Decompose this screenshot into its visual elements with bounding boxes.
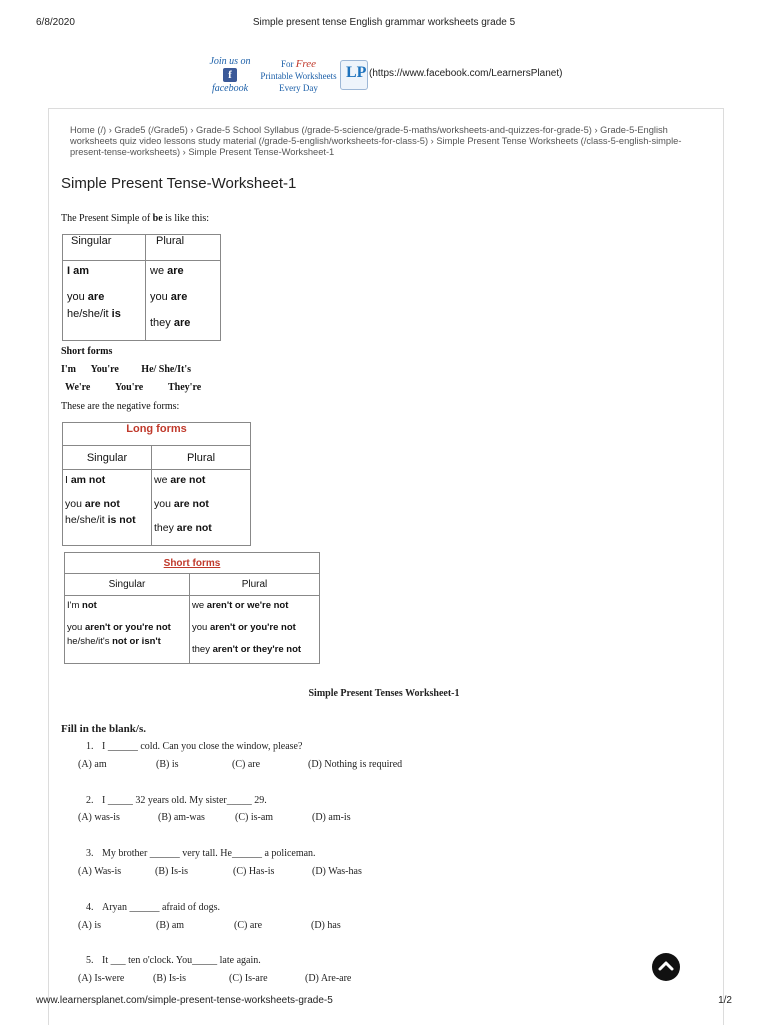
- singular-cell: [65, 596, 190, 664]
- singular-cell: [63, 470, 152, 546]
- facebook-text: facebook: [211, 83, 249, 94]
- singular-row-1: I'm not: [67, 600, 97, 611]
- option-d: (D) Nothing is required: [308, 759, 403, 770]
- option-d: (D) Are-are: [305, 973, 352, 984]
- singular-row-3: he/she/it is not: [65, 514, 136, 526]
- chevron-up-icon: [656, 957, 676, 977]
- option-d: (D) has: [311, 920, 341, 931]
- option-d: (D) Was-has: [312, 866, 362, 877]
- worksheet-title: Simple Present Tenses Worksheet-1: [308, 688, 460, 699]
- singular-row-2: you aren't or you're not: [67, 622, 171, 633]
- option-a: (A) Was-is: [78, 866, 122, 877]
- footer-url: www.learnersplanet.com/simple-present-tense-worksheets-grade-5: [36, 995, 333, 1006]
- option-c: (C) Is-are: [229, 973, 268, 984]
- option-a: (A) is: [78, 920, 102, 931]
- print-title: Simple present tense English grammar worksheets grade 5: [252, 17, 516, 28]
- short-forms-table: [64, 552, 320, 664]
- plural-row-2: you aren't or you're not: [192, 622, 296, 633]
- header-singular: Singular: [63, 446, 152, 470]
- fill-heading: Fill in the blank/s.: [61, 723, 146, 735]
- option-c: (C) is-am: [235, 812, 274, 823]
- free-worksheets-text: For Free Printable Worksheets Every Day: [260, 58, 337, 93]
- plural-row-1: we are: [150, 265, 184, 277]
- singular-row-2: you are: [67, 291, 105, 303]
- question-3: 3. My brother ______ very tall. He______ a policeman.: [86, 848, 316, 859]
- intro-text: The Present Simple of be is like this:: [61, 213, 210, 224]
- option-c: (C) Has-is: [233, 866, 275, 877]
- page-number: 1/2: [718, 995, 732, 1006]
- short-forms-row-2: We're You're They're: [65, 382, 202, 393]
- question-1: 1. I ______ cold. Can you close the window, please?: [86, 741, 303, 752]
- singular-row-3: he/she/it's not or isn't: [67, 636, 161, 647]
- plural-row-2: you are not: [154, 498, 209, 510]
- facebook-icon[interactable]: f: [223, 68, 237, 82]
- singular-row-1: I am not: [65, 474, 106, 486]
- singular-row-1: I am: [67, 265, 90, 277]
- learners-planet-logo[interactable]: [340, 60, 368, 90]
- header-singular: Singular: [63, 235, 146, 261]
- negative-intro: These are the negative forms:: [61, 401, 180, 412]
- join-text: Join us on: [209, 56, 251, 67]
- facebook-join[interactable]: [204, 56, 256, 94]
- long-forms-title: Long forms: [63, 423, 251, 446]
- option-a: (A) Is-were: [78, 973, 125, 984]
- option-b: (B) Is-is: [153, 973, 187, 984]
- plural-cell: [146, 261, 221, 341]
- page-title: Simple Present Tense-Worksheet-1: [61, 175, 297, 192]
- scroll-to-top-button[interactable]: [652, 953, 680, 981]
- logo-letters: LP: [346, 64, 367, 81]
- singular-cell: [63, 261, 146, 341]
- header-plural: Plural: [190, 574, 320, 596]
- question-5: 5. It ___ ten o'clock. You_____ late again.: [86, 955, 261, 966]
- option-d: (D) am-is: [312, 812, 351, 823]
- option-b: (B) am-was: [158, 812, 205, 823]
- plural-row-3: they aren't or they're not: [192, 644, 302, 655]
- plural-row-3: they are not: [154, 522, 212, 534]
- option-b: (B) Is-is: [155, 866, 189, 877]
- option-b: (B) is: [156, 759, 179, 770]
- plural-cell: [152, 470, 251, 546]
- option-b: (B) am: [156, 920, 185, 931]
- plural-row-2: you are: [150, 291, 188, 303]
- plural-row-1: we are not: [154, 474, 206, 486]
- singular-row-2: you are not: [65, 498, 120, 510]
- breadcrumb[interactable]: Home (/) › Grade5 (/Grade5) › Grade-5 School Syllabus (/grade-5-science/grade-5-maths/worksheets-and-quizzes-for-grade-5) › Grade-5-English worksheets quiz video lessons study material (/grade-5-english/worksheets-for-class-5) › Simple Present Tense Worksheets (/class-5-english-simple-present-tense-worksheets) › Simple Present Tense-Worksheet-1: [70, 125, 682, 157]
- header-plural: Plural: [152, 446, 251, 470]
- option-c: (C) are: [232, 759, 261, 770]
- short-forms-row-1: I'm You're He/ She/It's: [61, 364, 192, 375]
- option-a: (A) am: [78, 759, 107, 770]
- header-singular: Singular: [65, 574, 190, 596]
- plural-row-3: they are: [150, 317, 191, 329]
- present-be-table: [62, 234, 221, 341]
- header-plural: Plural: [146, 235, 221, 261]
- question-2: 2. I _____ 32 years old. My sister_____ 29.: [86, 795, 267, 806]
- plural-cell: [190, 596, 320, 664]
- option-c: (C) are: [234, 920, 263, 931]
- print-header: [0, 14, 768, 30]
- question-4: 4. Aryan ______ afraid of dogs.: [86, 902, 221, 913]
- print-date: 6/8/2020: [36, 17, 75, 28]
- short-forms-title: Short forms: [65, 553, 320, 574]
- plural-row-1: we aren't or we're not: [192, 600, 289, 611]
- short-forms-heading: Short forms: [61, 346, 113, 357]
- facebook-url[interactable]: (https://www.facebook.com/LearnersPlanet): [369, 68, 563, 79]
- singular-row-3: he/she/it is: [67, 308, 121, 320]
- option-a: (A) was-is: [78, 812, 120, 823]
- long-forms-table: [62, 422, 251, 546]
